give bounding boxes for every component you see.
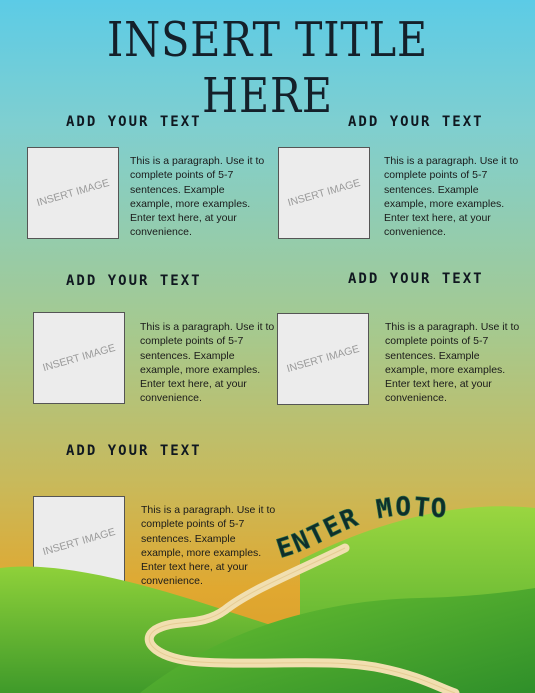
section-paragraph[interactable]: This is a paragraph. Use it to complete points of 5-7 sentences. Example example, more examples. Enter text here, at your convenience. xyxy=(141,504,276,588)
image-placeholder-label: INSERT IMAGE xyxy=(285,342,361,376)
image-placeholder-label: INSERT IMAGE xyxy=(41,525,117,559)
section-paragraph[interactable]: This is a paragraph. Use it to complete points of 5-7 sentences. Example example, more examples. Enter text here, at your convenience. xyxy=(384,155,519,239)
section-paragraph[interactable]: This is a paragraph. Use it to complete points of 5-7 sentences. Example example, more examples. Enter text here, at your convenience. xyxy=(130,155,265,239)
image-placeholder-label: INSERT IMAGE xyxy=(35,176,111,210)
section-paragraph[interactable]: This is a paragraph. Use it to complete points of 5-7 sentences. Example example, more examples. Enter text here, at your convenience. xyxy=(140,321,275,405)
section-heading[interactable]: ADD YOUR TEXT xyxy=(66,114,202,130)
section-heading[interactable]: ADD YOUR TEXT xyxy=(348,271,484,287)
page-title[interactable]: INSERT TITLE HERE xyxy=(106,12,429,124)
section-heading[interactable]: ADD YOUR TEXT xyxy=(66,443,202,459)
section-heading[interactable]: ADD YOUR TEXT xyxy=(66,273,202,289)
section-paragraph[interactable]: This is a paragraph. Use it to complete points of 5-7 sentences. Example example, more examples. Enter text here, at your convenience. xyxy=(385,321,520,405)
image-placeholder-label: INSERT IMAGE xyxy=(286,176,362,210)
section-heading[interactable]: ADD YOUR TEXT xyxy=(348,114,484,130)
motto-text-path: ENTER MOTO xyxy=(273,492,449,565)
motto-text[interactable] xyxy=(273,492,448,565)
image-placeholder-label: INSERT IMAGE xyxy=(41,341,117,375)
